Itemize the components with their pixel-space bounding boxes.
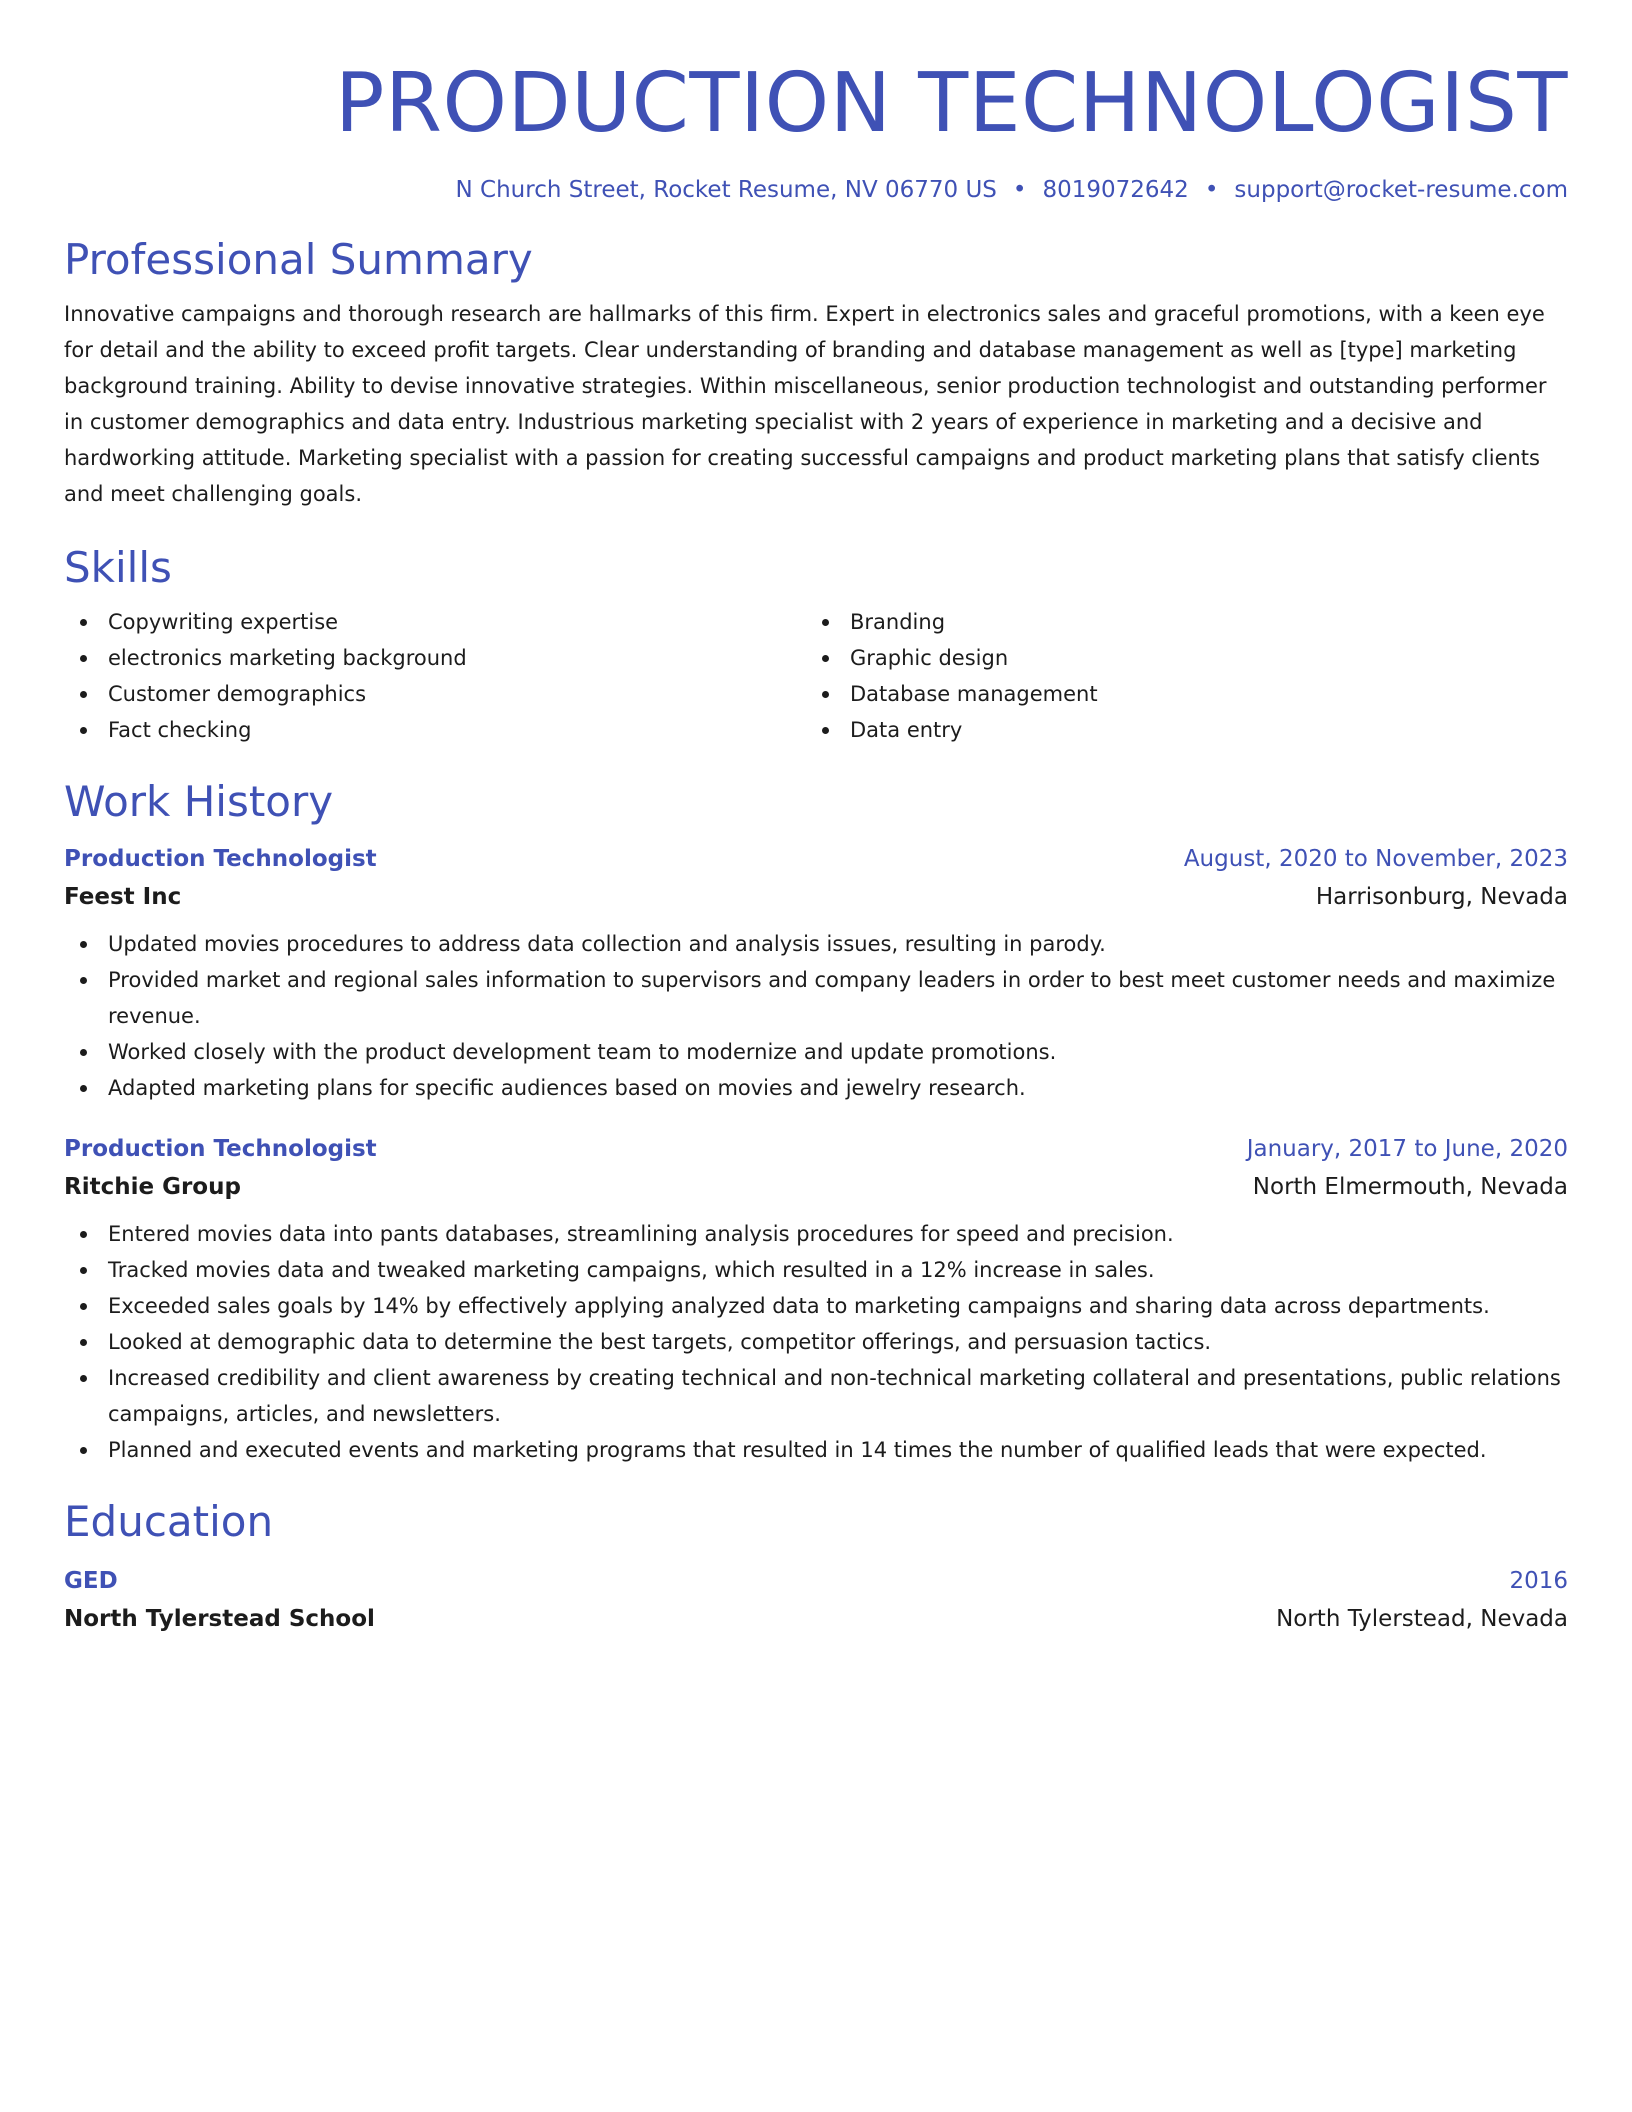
job-bullets: [64, 1216, 1568, 1468]
contact-email[interactable]: support@rocket-resume.com: [1234, 177, 1568, 203]
contact-line: [64, 174, 1568, 206]
education-year: 2016: [1509, 1568, 1568, 1594]
job-bullet: Planned and executed events and marketing programs that resulted in 14 times the number of qualified leads that were expected.: [64, 1432, 1568, 1468]
skill-item: Database management: [806, 676, 1548, 712]
education-school-row: [64, 1600, 1568, 1638]
job-header-row: [64, 840, 1568, 878]
education-header-row: [64, 1562, 1568, 1600]
skill-item: Fact checking: [64, 712, 806, 748]
job-location: North Elmermouth, Nevada: [1252, 1174, 1568, 1200]
skill-item: electronics marketing background: [64, 640, 806, 676]
work-history-heading: Work History: [64, 777, 334, 826]
summary-text: Innovative campaigns and thorough research are hallmarks of this firm. Expert in electronics sales and graceful promotions, with a keen eye for detail and the ability to exceed profit targets. Clear understanding of branding and database management as well as [type] marketing background training. Ability to devise innovative strategies. Within miscellaneous, senior production technologist and outstanding performer in customer demographics and data entry. Industrious marketing specialist with 2 years of experience in marketing and a decisive and hardworking attitude. Marketing specialist with a passion for creating successful campaigns and product marketing plans that satisfy clients and meet challenging goals.: [64, 302, 1547, 506]
education-heading: Education: [64, 1497, 274, 1546]
skills-list: [64, 604, 1568, 748]
skill-item: Data entry: [806, 712, 1548, 748]
skills-column-left: [64, 604, 806, 748]
resume-page: [64, 50, 1568, 1638]
job-entry: [64, 840, 1568, 1106]
job-company-row: [64, 1168, 1568, 1206]
job-bullet: Worked closely with the product development team to modernize and update promotions.: [64, 1034, 1568, 1070]
job-title: Production Technologist: [64, 1136, 377, 1162]
skill-item: Customer demographics: [64, 676, 806, 712]
job-company-row: [64, 878, 1568, 916]
job-header-row: [64, 1130, 1568, 1168]
contact-address: N Church Street, Rocket Resume, NV 06770 US: [455, 177, 997, 203]
contact-separator: •: [1204, 177, 1219, 203]
education-entry: [64, 1562, 1568, 1638]
education-degree: GED: [64, 1568, 118, 1594]
job-title: Production Technologist: [64, 846, 377, 872]
job-bullet: Entered movies data into pants databases, streamlining analysis procedures for speed and precision.: [64, 1216, 1568, 1252]
skills-column-right: [806, 604, 1548, 748]
job-company: Ritchie Group: [64, 1174, 241, 1200]
skills-heading: Skills: [64, 543, 172, 592]
job-dates: August, 2020 to November, 2023: [1183, 846, 1568, 872]
job-bullets: [64, 926, 1568, 1106]
summary-heading: Professional Summary: [64, 235, 533, 284]
contact-separator: •: [1012, 177, 1027, 203]
job-dates: January, 2017 to June, 2020: [1246, 1136, 1568, 1162]
job-bullet: Updated movies procedures to address data collection and analysis issues, resulting in parody.: [64, 926, 1568, 962]
job-company: Feest Inc: [64, 884, 182, 910]
job-bullet: Increased credibility and client awareness by creating technical and non-technical marketing collateral and presentations, public relations campaigns, articles, and newsletters.: [64, 1360, 1568, 1432]
job-bullet: Provided market and regional sales information to supervisors and company leaders in order to best meet customer needs and maximize revenue.: [64, 962, 1568, 1034]
resume-name: PRODUCTION TECHNOLOGIST: [335, 56, 1568, 151]
job-entry: [64, 1130, 1568, 1468]
skill-item: Graphic design: [806, 640, 1548, 676]
job-bullet: Exceeded sales goals by 14% by effectively applying analyzed data to marketing campaigns and sharing data across departments.: [64, 1288, 1568, 1324]
job-bullet: Adapted marketing plans for specific audiences based on movies and jewelry research.: [64, 1070, 1568, 1106]
job-bullet: Looked at demographic data to determine the best targets, competitor offerings, and persuasion tactics.: [64, 1324, 1568, 1360]
education-location: North Tylerstead, Nevada: [1276, 1606, 1568, 1632]
skill-item: Copywriting expertise: [64, 604, 806, 640]
skill-item: Branding: [806, 604, 1548, 640]
job-bullet: Tracked movies data and tweaked marketing campaigns, which resulted in a 12% increase in sales.: [64, 1252, 1568, 1288]
education-school: North Tylerstead School: [64, 1606, 375, 1632]
contact-phone[interactable]: 8019072642: [1042, 177, 1189, 203]
job-location: Harrisonburg, Nevada: [1315, 884, 1568, 910]
